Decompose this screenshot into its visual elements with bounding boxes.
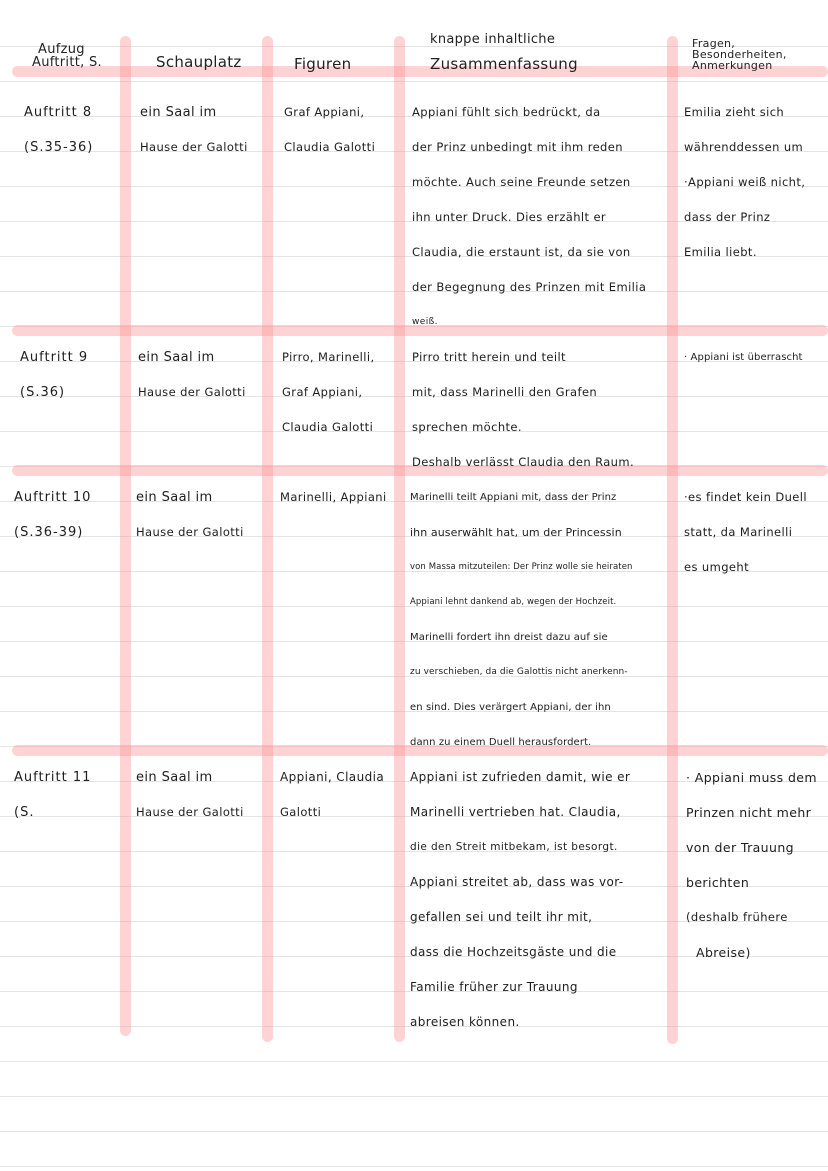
header-summary-line1: knappe inhaltliche — [430, 32, 556, 47]
row3-summary: Marinelli teilt Appiani mit, dass der Prinz ihn auserwählt hat, um der Princessin von Massa mitzuteilen: Der Prinz wolle sie heiraten Appiani lehnt dankend ab, wegen der Hochzeit. Marinelli fordert ihn dreist dazu auf sie zu verschieben, da die Galottis nicht anerkenn- en sind. Dies verärgert Appiani, der ihn dann zu einem Duell herausfordert. — [410, 492, 633, 748]
header-setting — [156, 53, 242, 71]
header-summary — [430, 28, 578, 76]
row1-summary: Appiani fühlt sich bedrückt, da der Prinz unbedingt mit ihm reden möchte. Auch seine Freunde setzen ihn unter Druck. Dies erzählt er Claudia, die erstaunt ist, da sie von der Begegnung des Prinzen mit Emilia weiß. — [412, 105, 647, 327]
header-notes-line2: Besonderheiten, — [692, 48, 787, 61]
header-notes-line3: Anmerkungen — [692, 59, 773, 72]
row4-notes: · Appiani muss dem Prinzen nicht mehr von der Trauung berichten (deshalb frühere Abreise) — [686, 770, 817, 960]
header-summary-line2: Zusammenfassung — [430, 55, 578, 73]
highlight-divider-v1 — [120, 36, 131, 1036]
header-act-line1: Aufzug — [38, 42, 85, 57]
header-figures-label: Figuren — [294, 55, 352, 73]
highlight-divider-v3 — [394, 36, 405, 1042]
row3-setting: ein Saal im Hause der Galotti — [136, 490, 244, 539]
row1-notes: Emilia zieht sich währenddessen um ·Appiani weiß nicht, dass der Prinz Emilia liebt. — [684, 105, 806, 259]
header-setting-label: Schauplatz — [156, 53, 242, 71]
header-figures — [294, 55, 352, 73]
highlight-divider-v4 — [667, 36, 678, 1044]
row4-act: Auftritt 11 (S. — [14, 770, 92, 820]
row1-figures: Graf Appiani, Claudia Galotti — [284, 105, 376, 154]
row4-summary: Appiani ist zufrieden damit, wie er Marinelli vertrieben hat. Claudia, die den Streit mitbekam, ist besorgt. Appiani streitet ab, dass was vor- gefallen sei und teilt ihr mit, dass die Hochzeitsgäste und die Familie früher zur Trauung abreisen können. — [410, 770, 631, 1029]
row2-act: Auftritt 9 (S.36) — [20, 350, 89, 400]
row3-figures: Marinelli, Appiani — [280, 490, 387, 504]
row3-notes: ·es findet kein Duell statt, da Marinelli es umgeht — [684, 490, 807, 574]
row1-setting: ein Saal im Hause der Galotti — [140, 105, 248, 154]
header-notes-line1: Fragen, — [692, 37, 736, 50]
row4-setting: ein Saal im Hause der Galotti — [136, 770, 244, 819]
row2-summary: Pirro tritt herein und teilt mit, dass Marinelli den Grafen sprechen möchte. Deshalb verlässt Claudia den Raum. — [412, 350, 635, 469]
highlight-divider-v2 — [262, 36, 273, 1042]
row2-notes: · Appiani ist überrascht — [684, 352, 803, 363]
header-act — [32, 42, 102, 70]
row3-act: Auftritt 10 (S.36-39) — [14, 490, 92, 540]
row2-setting: ein Saal im Hause der Galotti — [138, 350, 246, 399]
row1-act: Auftritt 8 (S.35-36) — [24, 105, 94, 155]
row4-figures: Appiani, Claudia Galotti — [280, 770, 385, 819]
header-act-line2: Auftritt, S. — [32, 55, 102, 70]
header-notes — [692, 38, 787, 71]
row2-figures: Pirro, Marinelli, Graf Appiani, Claudia Galotti — [282, 350, 375, 434]
